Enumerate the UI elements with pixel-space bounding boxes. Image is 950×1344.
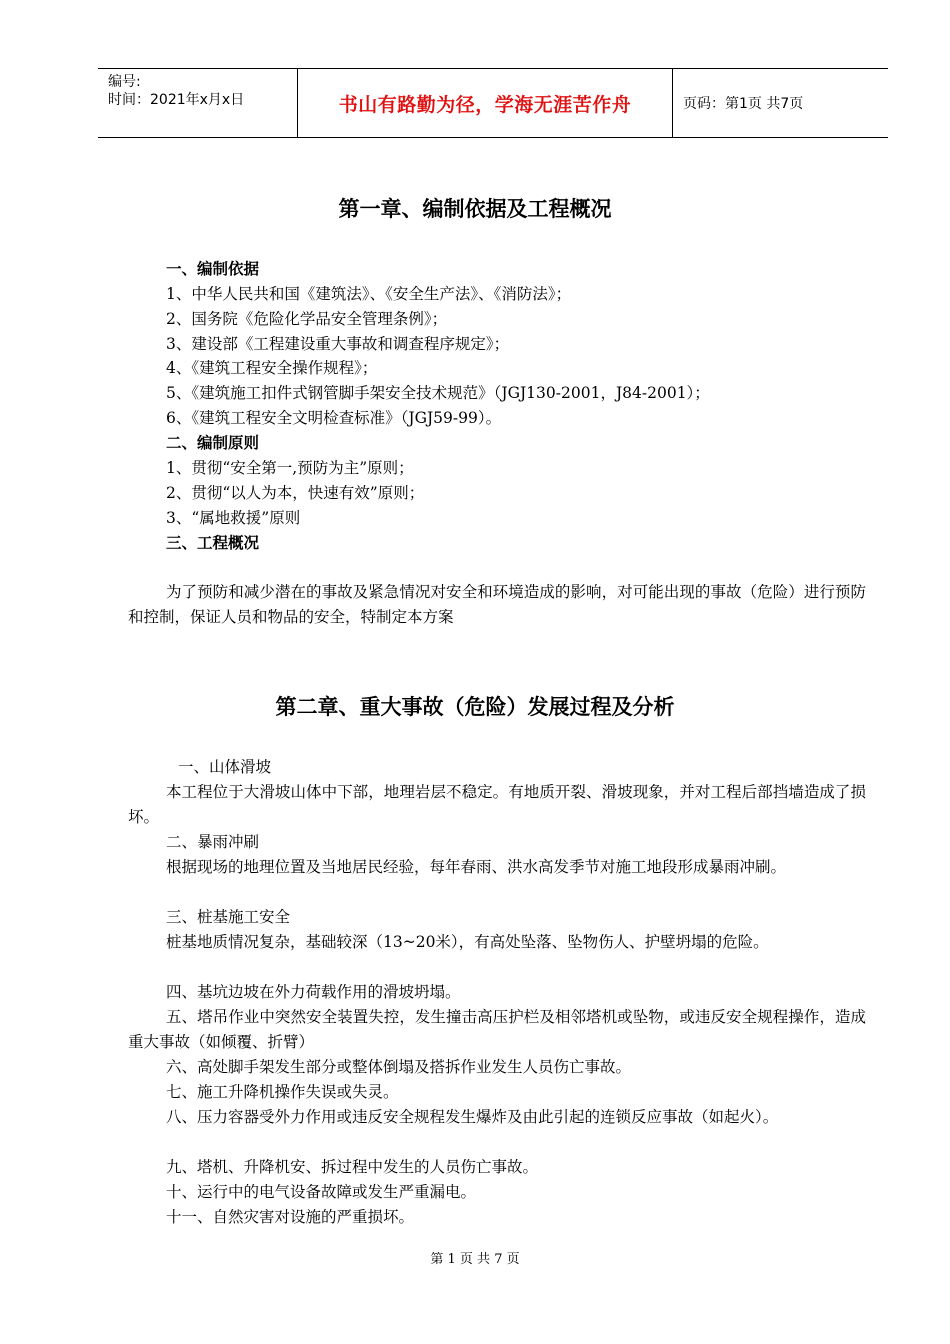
basis-item: 5、《建筑施工扣件式钢管脚手架安全技术规范》（JGJ130-2001，J84-2001）； <box>166 384 710 402</box>
principle-item: 2、贯彻“以人为本，快速有效”原则； <box>166 484 425 502</box>
section-paragraph: 七、施工升降机操作失误或失灵。 <box>166 1083 399 1101</box>
basis-item: 2、国务院《危险化学品安全管理条例》； <box>166 310 448 328</box>
section-paragraph: 六、高处脚手架发生部分或整体倒塌及搭拆作业发生人员伤亡事故。 <box>166 1058 632 1076</box>
code-label: 编号: <box>108 74 141 90</box>
basis-heading: 一、编制依据 <box>166 260 260 278</box>
section-paragraph: 五、塔吊作业中突然安全装置失控，发生撞击高压护栏及相邻塔机或坠物，或违反安全规程操作，造成重大事故（如倾覆、折臂） <box>128 1008 866 1051</box>
section-paragraph: 四、基坑边坡在外力荷载作用的滑坡坍塌。 <box>166 983 461 1001</box>
section-paragraph: 八、压力容器受外力作用或违反安全规程发生爆炸及由此引起的连锁反应事故（如起火）。 <box>166 1108 779 1126</box>
overview-heading: 三、工程概况 <box>166 534 260 552</box>
basis-item: 3、建设部《工程建设重大事故和调查程序规定》； <box>166 335 510 353</box>
section-heading: 一、山体滑坡 <box>178 758 272 776</box>
section-paragraph: 十、运行中的电气设备故障或发生严重漏电。 <box>166 1183 477 1201</box>
section-paragraph: 十一、自然灾害对设施的严重损坏。 <box>166 1208 415 1226</box>
overview-paragraph: 为了预防和减少潜在的事故及紧急情况对安全和环境造成的影响，对可能出现的事故（危险）进行预防和控制，保证人员和物品的安全，特制定本方案 <box>128 583 866 626</box>
page-footer: 第 1 页 共 7 页 <box>430 1252 520 1267</box>
page-label: 页码：第1页 共7页 <box>683 96 804 112</box>
time-label: 时间：2021年x月x日 <box>108 92 245 108</box>
principle-item: 1、贯彻“安全第一,预防为主”原则； <box>166 459 414 477</box>
chapter2-title: 第二章、重大事故（危险）发展过程及分析 <box>275 695 675 719</box>
section-paragraph: 桩基地质情况复杂，基础较深（13~20米），有高处坠落、坠物伤人、护壁坍塌的危险。 <box>166 933 769 951</box>
basis-item: 1、中华人民共和国《建筑法》、《安全生产法》、《消防法》； <box>166 285 572 303</box>
principle-heading: 二、编制原则 <box>166 434 260 452</box>
motto-text: 书山有路勤为径，学海无涯苦作舟 <box>338 93 632 116</box>
header-motto <box>298 69 673 137</box>
header-table <box>98 68 888 138</box>
section-heading: 二、暴雨冲刷 <box>166 833 260 851</box>
header-page-info <box>673 69 888 137</box>
principle-item: 3、“属地救援”原则 <box>166 509 301 527</box>
section-paragraph: 九、塔机、升降机安、拆过程中发生的人员伤亡事故。 <box>166 1158 539 1176</box>
section-paragraph: 本工程位于大滑坡山体中下部，地理岩层不稳定。有地质开裂、滑坡现象，并对工程后部挡墙造成了损坏。 <box>128 783 866 826</box>
basis-item: 6、《建筑工程安全文明检查标准》（JGJ59-99）。 <box>166 409 502 427</box>
section-paragraph: 根据现场的地理位置及当地居民经验，每年春雨、洪水高发季节对施工地段形成暴雨冲刷。 <box>166 858 787 876</box>
section-heading: 三、桩基施工安全 <box>166 908 291 926</box>
header-meta <box>98 69 298 137</box>
basis-item: 4、《建筑工程安全操作规程》； <box>166 359 378 377</box>
chapter1-title: 第一章、编制依据及工程概况 <box>338 197 612 221</box>
